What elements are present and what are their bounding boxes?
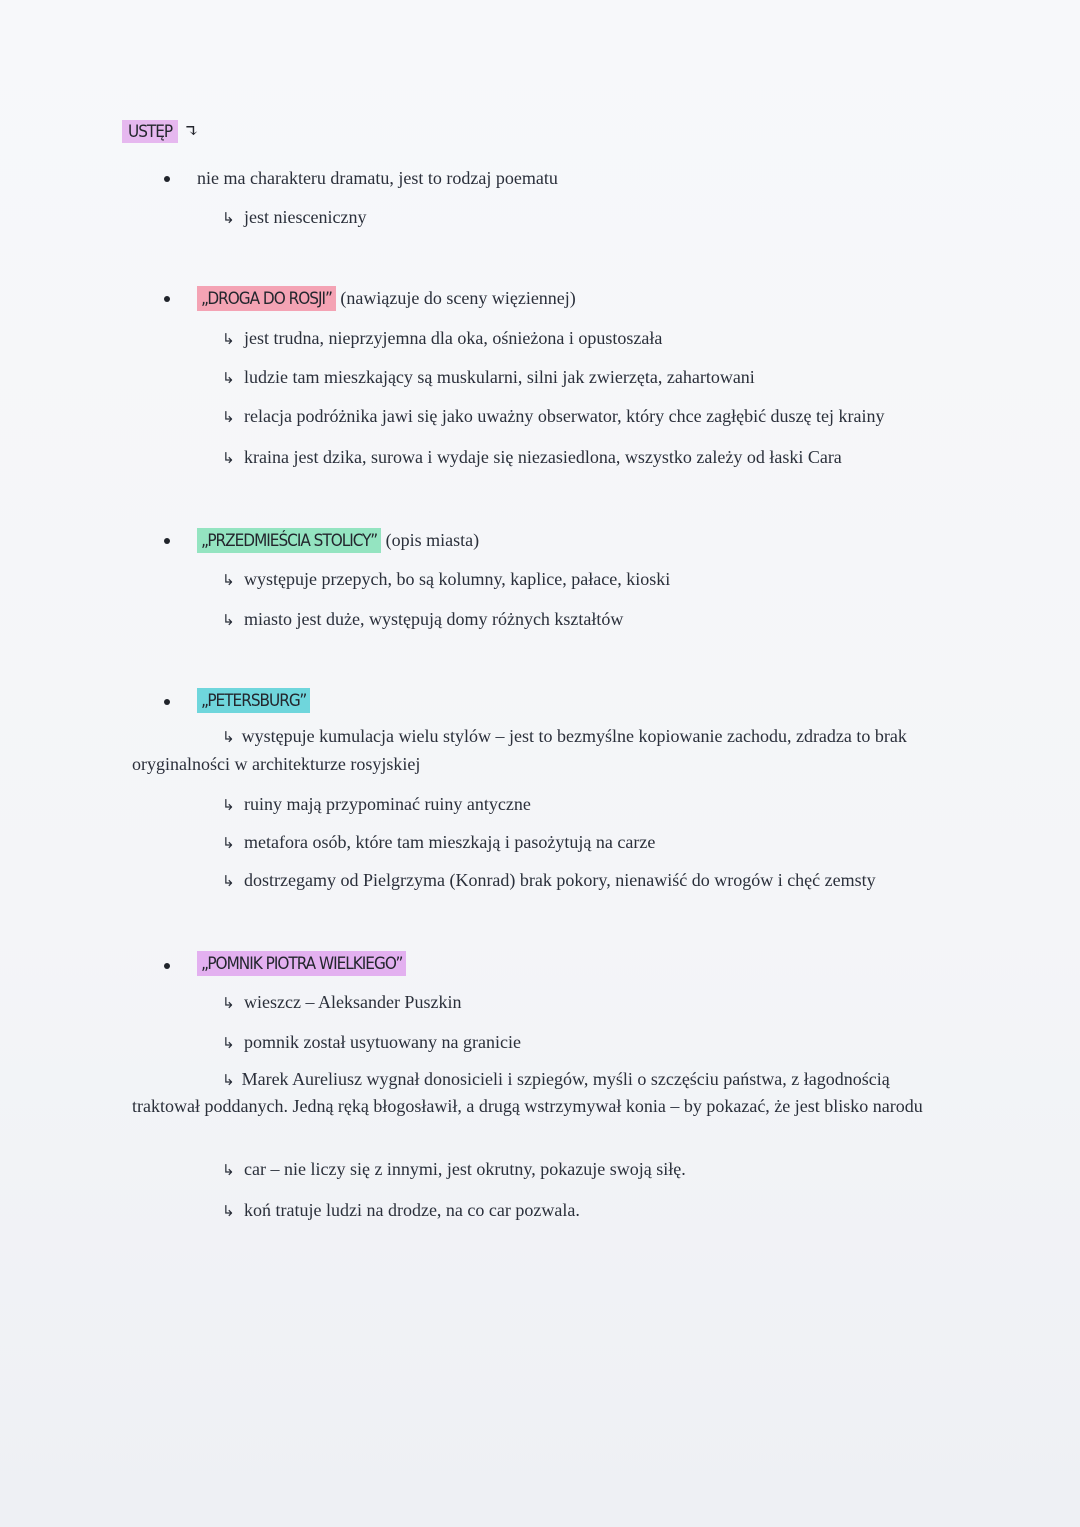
- section-note: (opis miasta): [385, 530, 480, 550]
- sub-arrow-icon: ↳: [222, 1161, 235, 1179]
- title-label: USTĘP: [122, 120, 178, 143]
- sub-arrow-icon: ↳: [222, 330, 235, 348]
- section-heading-line: [197, 689, 310, 712]
- bullet-icon: [164, 296, 170, 302]
- list-item: ↳ ludzie tam mieszkający są muskularni, silni jak zwierzęta, zahartowani: [222, 367, 755, 387]
- section-heading: „PRZEDMIEŚCIA STOLICY”: [197, 528, 381, 553]
- sub-arrow-icon: ↳: [222, 1071, 235, 1089]
- sub-arrow-icon: ↳: [222, 796, 235, 814]
- section-heading-line: [197, 952, 406, 975]
- list-item: ↳ koń tratuje ludzi na drodze, na co car pozwala.: [222, 1200, 580, 1220]
- list-item: ↳ wieszcz – Aleksander Puszkin: [222, 992, 462, 1012]
- list-item: ↳ miasto jest duże, występują domy różnych kształtów: [222, 609, 624, 629]
- bullet-icon: [164, 699, 170, 705]
- section-heading-line: [197, 287, 576, 310]
- sub-arrow-icon: ↳: [222, 834, 235, 852]
- list-item: ↳ car – nie liczy się z innymi, jest okrutny, pokazuje swoją siłę.: [222, 1159, 686, 1179]
- sub-arrow-icon: ↳: [222, 408, 235, 426]
- sub-arrow-icon: ↳: [222, 872, 235, 890]
- list-item: ↳ dostrzegamy od Pielgrzyma (Konrad) brak pokory, nienawiść do wrogów i chęć zemsty: [222, 870, 876, 890]
- section-heading: „POMNIK PIOTRA WIELKIEGO”: [197, 951, 406, 976]
- list-item: ↳ pomnik został usytuowany na granicie: [222, 1032, 521, 1052]
- sub-arrow-icon: ↳: [222, 728, 235, 746]
- list-item: ↳ występuje kumulacja wielu stylów – jest to bezmyślne kopiowanie zachodu, zdradza to brak oryginalności w architekturze rosyjskiej: [132, 726, 907, 774]
- sub-arrow-icon: ↳: [222, 1202, 235, 1220]
- sub-arrow-icon: ↳: [222, 994, 235, 1012]
- sub-arrow-icon: ↳: [222, 571, 235, 589]
- bullet-icon: [164, 538, 170, 544]
- sub-arrow-icon: ↳: [222, 611, 235, 629]
- list-item: ↳ metafora osób, które tam mieszkają i pasożytują na carze: [222, 832, 656, 852]
- bullet-icon: [164, 176, 170, 182]
- sub-arrow-icon: ↳: [222, 1034, 235, 1052]
- bullet-icon: [164, 963, 170, 969]
- list-item: ↳ jest trudna, nieprzyjemna dla oka, ośnieżona i opustoszała: [222, 328, 663, 348]
- list-item: ↳ jest niesceniczny: [222, 207, 367, 227]
- sub-arrow-icon: ↳: [222, 209, 235, 227]
- list-item: ↳ występuje przepych, bo są kolumny, kaplice, pałace, kioski: [222, 569, 671, 589]
- list-item: ↳ kraina jest dzika, surowa i wydaje się niezasiedlona, wszystko zależy od łaski Cara: [222, 447, 842, 467]
- list-item: ↳ Marek Aureliusz wygnał donosicieli i szpiegów, myśli o szczęściu państwa, z łagodnością traktował poddanych. Jedną ręką błogosławił, a drugą wstrzymywał konia – by pokazać, że jest blisko narodu: [132, 1069, 923, 1116]
- section-note: nie ma charakteru dramatu, jest to rodzaj poematu: [197, 168, 558, 188]
- list-item: ↳ relacja podróżnika jawi się jako uważny obserwator, który chce zagłębić duszę tej krainy: [222, 406, 885, 426]
- sub-arrow-icon: ↳: [222, 449, 235, 467]
- section-note: (nawiązuje do sceny więziennej): [340, 288, 576, 308]
- page-title: [122, 120, 199, 143]
- list-item: ↳ ruiny mają przypominać ruiny antyczne: [222, 794, 531, 814]
- section-heading: „DROGA DO ROSJI”: [197, 286, 336, 311]
- section-heading: „PETERSBURG”: [197, 688, 310, 713]
- turn-arrow-icon: ↴: [184, 121, 200, 141]
- sub-arrow-icon: ↳: [222, 369, 235, 387]
- section-heading-line: [197, 529, 479, 552]
